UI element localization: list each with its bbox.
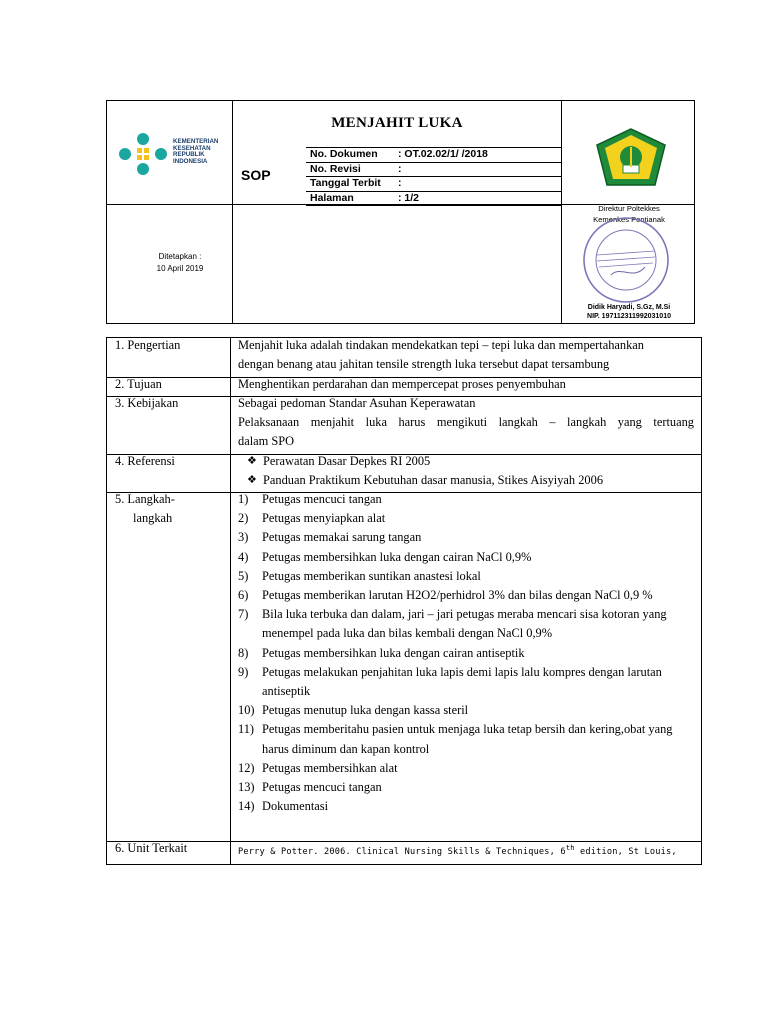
step-number: 14) [238, 799, 255, 814]
header-divider [232, 101, 233, 323]
step-item [238, 528, 690, 547]
sop-label: SOP [241, 167, 271, 183]
signer [563, 303, 695, 321]
step-text: Petugas menyiapkan alat [262, 511, 386, 526]
step-number: 12) [238, 760, 255, 775]
step-text: Petugas memberitahu pasien untuk menjaga luka tetap bersih dan kering,obat yang harus diminum dan kapan kontrol [262, 722, 673, 756]
row-content-tujuan: Menghentikan perdarahan dan mempercepat proses penyembuhan [238, 377, 566, 391]
step-number: 11) [238, 722, 255, 737]
signer-name: Didik Haryadi, S.Gz, M.Si [587, 304, 671, 311]
meta-row [306, 163, 562, 178]
row-label-tujuan: 2. Tujuan [115, 377, 162, 391]
poltekkes-emblem-icon [593, 127, 669, 189]
meta-label: No. Revisi [310, 162, 361, 175]
step-item [238, 567, 690, 586]
kebijakan-line: Sebagai pedoman Standar Asuhan Keperawatan [238, 396, 476, 410]
kebijakan-line: dalam SPO [238, 434, 295, 449]
steps-list [238, 490, 690, 816]
step-number: 3) [238, 530, 249, 545]
reference-text: Panduan Praktikum Kebutuhan dasar manusia, Stikes Aisyiyah 2006 [263, 473, 604, 488]
meta-row [306, 177, 562, 192]
row-content-pengertian [238, 336, 694, 374]
step-text: Petugas membersihkan luka dengan cairan NaCl 0,9% [262, 549, 532, 564]
row-content-referensi [238, 452, 694, 490]
langkah-label-line: langkah [133, 511, 173, 526]
row-label-pengertian: 1. Pengertian [115, 338, 181, 352]
step-number: 5) [238, 568, 249, 583]
row-label-kebijakan: 3. Kebijakan [115, 396, 179, 410]
official-stamp-icon [581, 215, 671, 305]
step-number: 9) [238, 664, 249, 679]
step-text: Petugas mencuci tangan [262, 492, 382, 506]
step-number: 2) [238, 511, 249, 526]
step-item [238, 759, 690, 778]
step-number: 7) [238, 607, 249, 622]
ditetapkan [135, 251, 225, 275]
step-text: Petugas membersihkan luka dengan cairan antiseptik [262, 645, 525, 660]
step-item [238, 605, 690, 643]
sop-table [106, 337, 702, 865]
step-text: Petugas memberikan larutan H2O2/perhidrol 3% dan bilas dengan NaCl 0,9 % [262, 588, 653, 603]
step-text: Petugas memakai sarung tangan [262, 530, 422, 545]
step-number: 13) [238, 780, 255, 795]
meta-value: : [398, 177, 402, 189]
step-number: 6) [238, 588, 249, 603]
step-number: 8) [238, 645, 249, 660]
meta-row [306, 192, 562, 207]
diamond-bullet-icon: ❖ [247, 455, 257, 467]
unit-text: edition, St Louis, [574, 846, 677, 857]
step-item [238, 509, 690, 528]
unit-text-sup: th [565, 844, 575, 852]
meta-value: : [398, 162, 402, 175]
step-number: 4) [238, 549, 249, 564]
step-number: 10) [238, 703, 255, 718]
pengertian-line: dengan benang atau jahitan tensile strength luka tersebut dapat tersambung [238, 357, 610, 372]
reference-text: Perawatan Dasar Depkes RI 2005 [263, 454, 431, 468]
step-number: 1) [238, 492, 249, 506]
kemenkes-emblem-icon [117, 131, 169, 177]
kemenkes-logo [117, 131, 227, 177]
step-item [238, 644, 690, 663]
kebijakan-line: Pelaksanaan menjahit luka harus mengikuti langkah – langkah yang tertuang [238, 415, 694, 430]
meta-label: Tanggal Terbit [310, 177, 381, 189]
step-item [238, 663, 690, 701]
step-item [238, 548, 690, 567]
director-line: Direktur Poltekkes [598, 204, 660, 213]
unit-text: Perry & Potter. 2006. Clinical Nursing Skills & Techniques, 6 [238, 846, 566, 857]
diamond-bullet-icon: ❖ [247, 474, 257, 487]
header-divider [561, 101, 562, 323]
step-item [238, 778, 690, 797]
step-text: Petugas membersihkan alat [262, 760, 398, 775]
step-text: Petugas memberikan suntikan anastesi lokal [262, 568, 481, 583]
reference-item [238, 452, 694, 471]
step-text: Petugas melakukan penjahitan luka lapis demi lapis lalu kompres dengan larutan antiseptik [262, 664, 662, 699]
step-item [238, 797, 690, 816]
meta-value: : OT.02.02/1/ /2018 [398, 148, 488, 160]
meta-row [306, 147, 562, 163]
signer-nip: NIP. 197112311992031010 [587, 313, 671, 320]
reference-item [238, 471, 694, 490]
row-content-unit [238, 839, 694, 862]
ditetapkan-date: 10 April 2019 [156, 264, 204, 273]
row-content-kebijakan [238, 394, 694, 452]
step-item [238, 701, 690, 720]
sop-header [106, 100, 695, 324]
director-line: Kemenkes Pontianak [593, 215, 665, 224]
step-item [238, 586, 690, 605]
meta-label: No. Dokumen [310, 148, 378, 160]
step-text: Dokumentasi [262, 799, 329, 814]
langkah-label-line: 5. Langkah- [115, 492, 175, 506]
ditetapkan-label: Ditetapkan : [158, 252, 202, 261]
step-text: Petugas mencuci tangan [262, 780, 382, 795]
row-label-langkah [115, 490, 175, 528]
row-label-unit: 6. Unit Terkait [115, 841, 188, 855]
document-title: MENJAHIT LUKA [331, 115, 463, 131]
row-label-referensi: 4. Referensi [115, 454, 175, 468]
column-divider [230, 338, 231, 864]
step-text: Bila luka terbuka dan dalam, jari – jari petugas meraba mencari sisa kotoran yang menempel pada luka dan bilas kembali dengan NaCl 0,9% [262, 607, 667, 641]
pengertian-line: Menjahit luka adalah tindakan mendekatkan tepi – tepi luka dan mempertahankan [238, 338, 644, 352]
logo-text: KEMENTERIAN KESEHATAN REPUBLIK INDONESIA [173, 138, 219, 165]
meta-value: : 1/2 [398, 191, 420, 204]
step-item [238, 490, 690, 509]
step-item [238, 720, 690, 758]
meta-label: Halaman [310, 191, 354, 204]
step-text: Petugas menutup luka dengan kassa steril [262, 703, 469, 718]
document-meta [306, 147, 562, 206]
